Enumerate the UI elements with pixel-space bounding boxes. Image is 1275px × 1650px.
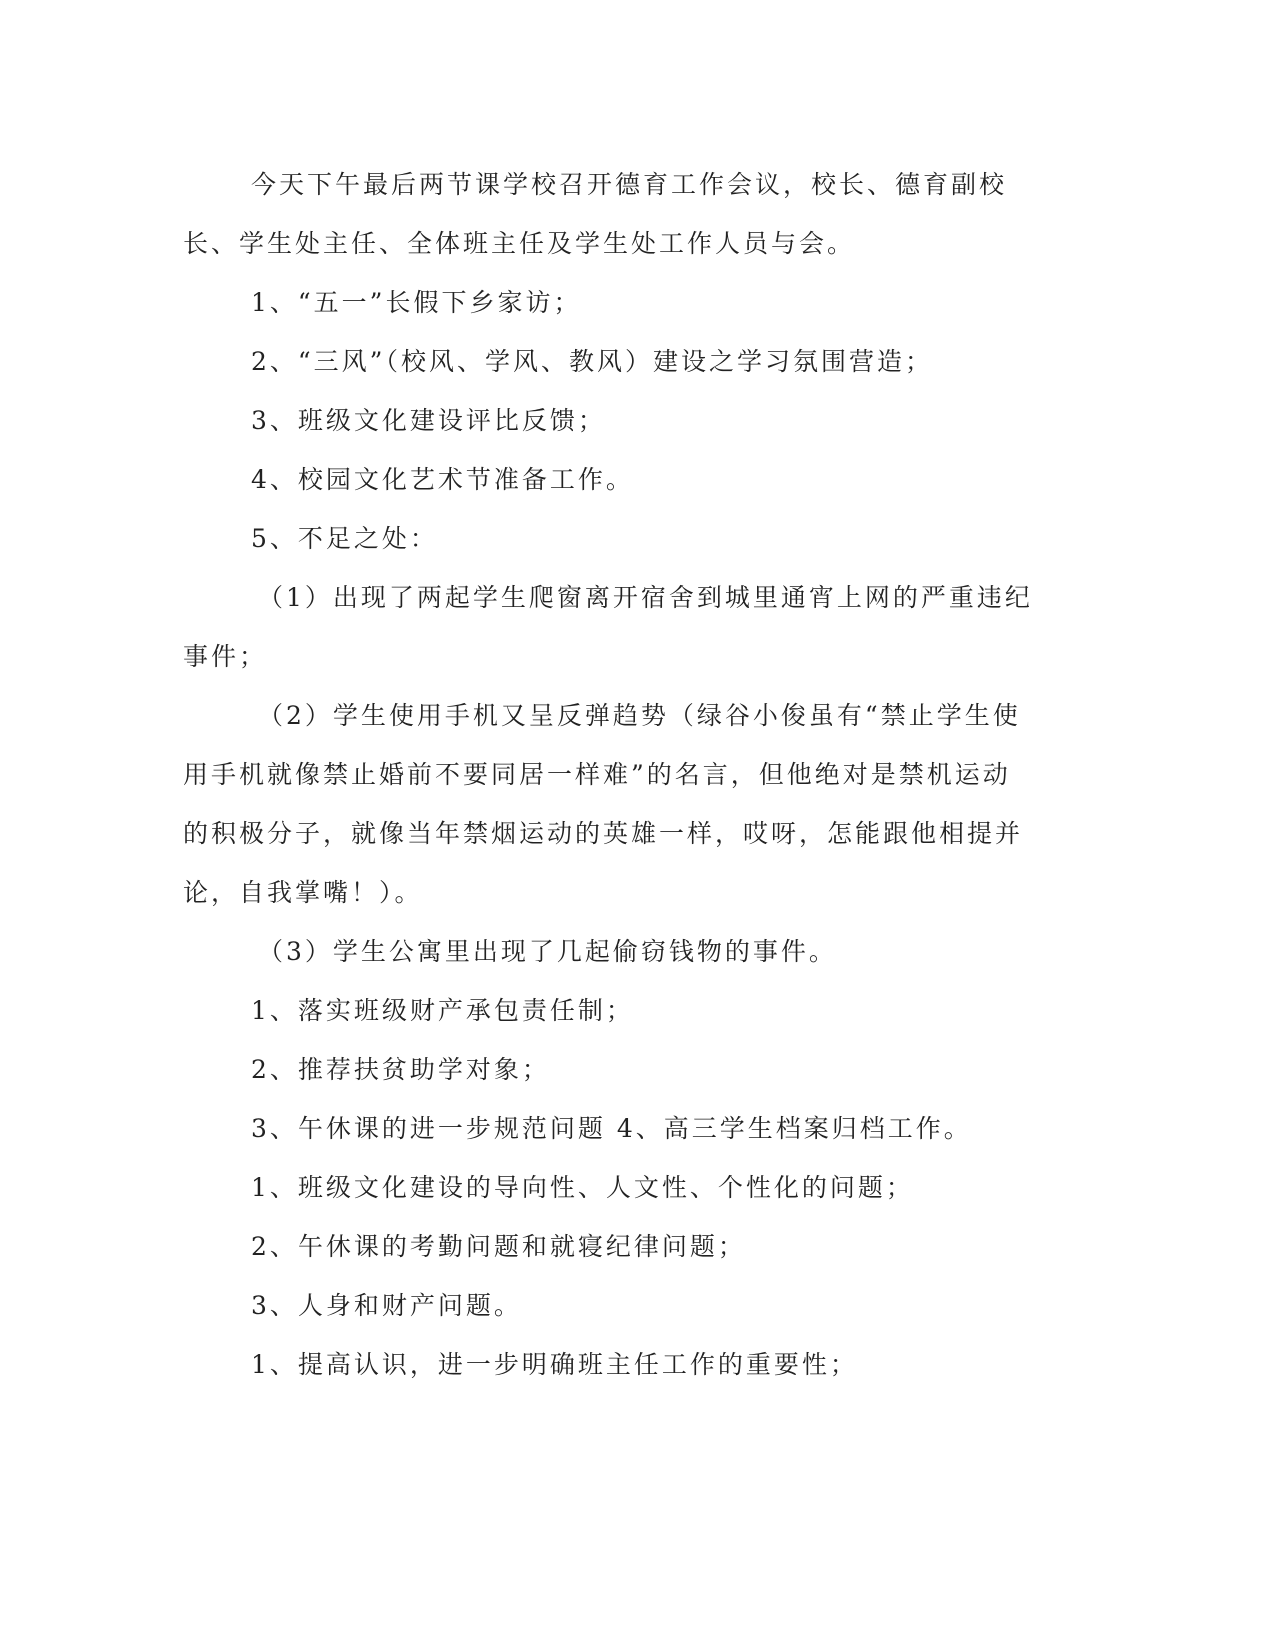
list-item: 1、落实班级财产承包责任制； — [251, 996, 634, 1025]
list-item: 3、午休课的进一步规范问题 4、高三学生档案归档工作。 — [251, 1114, 972, 1143]
sub-list-item: （2）学生使用手机又呈反弹趋势（绿谷小俊虽有“禁止学生使用手机就像禁止婚前不要同居一样难”的名言，但他绝对是禁机运动的积极分子，就像当年禁烟运动的英雄一样，哎呀，怎能跟他相提并论，自我掌嘴！）。 — [183, 701, 1024, 907]
list-item: 2、“三风”（校风、学风、教风）建设之学习氛围营造； — [251, 347, 933, 376]
list-item: 1、“五一”长假下乡家访； — [251, 288, 582, 317]
list-item: 3、班级文化建设评比反馈； — [251, 406, 606, 435]
list-item: 3、人身和财产问题。 — [251, 1291, 522, 1320]
list-item: 2、推荐扶贫助学对象； — [251, 1055, 550, 1084]
list-item: 1、提高认识，进一步明确班主任工作的重要性； — [251, 1350, 858, 1379]
sub-list-item: （1）出现了两起学生爬窗离开宿舍到城里通宵上网的严重违纪事件； — [183, 583, 1033, 671]
document-body — [183, 155, 1033, 1394]
list-item: 1、班级文化建设的导向性、人文性、个性化的问题； — [251, 1173, 914, 1202]
list-item: 2、午休课的考勤问题和就寝纪律问题； — [251, 1232, 746, 1261]
sub-list-item: （3）学生公寓里出现了几起偷窃钱物的事件。 — [258, 937, 837, 966]
meeting-intro-paragraph: 今天下午最后两节课学校召开德育工作会议，校长、德育副校长、学生处主任、全体班主任及学生处工作人员与会。 — [183, 170, 1008, 258]
list-item: 4、校园文化艺术节准备工作。 — [251, 465, 634, 494]
list-item: 5、不足之处： — [251, 524, 438, 553]
